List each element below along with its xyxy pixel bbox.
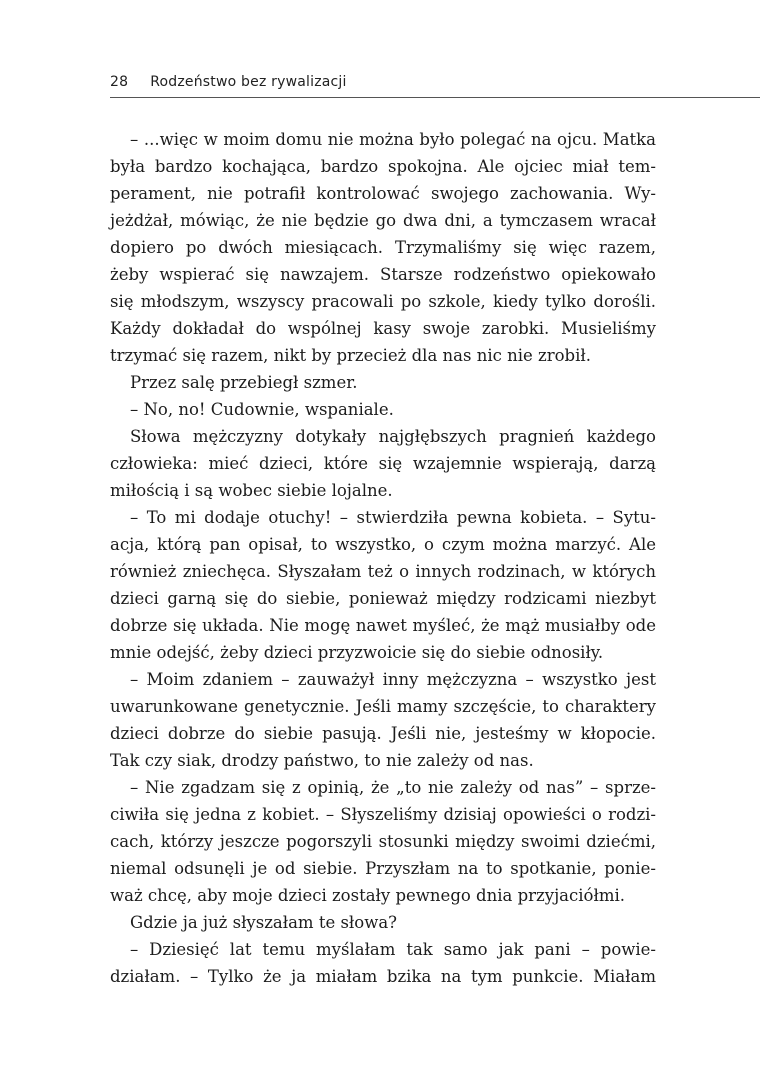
text-line: Każdy dokładał do wspólnej kasy swoje zarobki. Musieliśmy xyxy=(110,319,656,338)
paragraph xyxy=(110,504,656,666)
paragraph xyxy=(110,666,656,774)
text-line: dzieci dobrze do siebie pasują. Jeśli nie, jesteśmy w kłopocie. xyxy=(110,724,656,743)
text-line: człowieka: mieć dzieci, które się wzajemnie wspierają, darzą xyxy=(110,454,656,473)
text-line: dopiero po dwóch miesiącach. Trzymaliśmy się więc razem, xyxy=(110,238,656,257)
text-line: trzymać się razem, nikt by przecież dla nas nic nie zrobił. xyxy=(110,346,591,365)
page-number: 28 xyxy=(110,74,129,90)
paragraph xyxy=(110,936,656,990)
running-title: Rodzeństwo bez rywalizacji xyxy=(150,74,347,90)
text-line: – Dziesięć lat temu myślałam tak samo jak pani – powie- xyxy=(130,940,656,959)
text-line: waż chcę, aby moje dzieci zostały pewnego dnia przyjaciółmi. xyxy=(110,886,625,905)
text-line: mnie odejść, żeby dzieci przyzwoicie się do siebie odnosiły. xyxy=(110,643,604,662)
text-line: jeżdżał, mówiąc, że nie będzie go dwa dni, a tymczasem wracał xyxy=(110,211,656,230)
text-line: – Nie zgadzam się z opinią, że „to nie zależy od nas” – sprze- xyxy=(130,778,656,797)
paragraph xyxy=(110,774,656,909)
text-line: niemal odsunęli je od siebie. Przyszłam na to spotkanie, ponie- xyxy=(110,859,656,878)
paragraph xyxy=(110,423,656,504)
text-line: Tak czy siak, drodzy państwo, to nie zależy od nas. xyxy=(110,751,534,770)
text-line: miłością i są wobec siebie lojalne. xyxy=(110,481,393,500)
text-line: uwarunkowane genetycznie. Jeśli mamy szczęście, to charaktery xyxy=(110,697,656,716)
running-header xyxy=(110,74,347,90)
text-line: – ...więc w moim domu nie można było polegać na ojcu. Matka xyxy=(130,130,656,149)
header-rule xyxy=(110,97,760,98)
text-line: Przez salę przebiegł szmer. xyxy=(130,373,358,392)
text-line: ciwiła się jedna z kobiet. – Słyszeliśmy dzisiaj opowieści o rodzi- xyxy=(110,805,656,824)
paragraph xyxy=(110,909,656,936)
text-line: dzieci garną się do siebie, ponieważ między rodzicami niezbyt xyxy=(110,589,656,608)
paragraph xyxy=(110,126,656,369)
text-line: dobrze się układa. Nie mogę nawet myśleć, że mąż musiałby ode xyxy=(110,616,656,635)
text-line: działam. – Tylko że ja miałam bzika na tym punkcie. Miałam xyxy=(110,967,656,986)
text-line: żeby wspierać się nawzajem. Starsze rodzeństwo opiekowało xyxy=(110,265,656,284)
text-line: była bardzo kochająca, bardzo spokojna. Ale ojciec miał tem- xyxy=(110,157,656,176)
text-line: cach, którzy jeszcze pogorszyli stosunki między swoimi dziećmi, xyxy=(110,832,656,851)
text-line: Słowa mężczyzny dotykały najgłębszych pragnień każdego xyxy=(130,427,656,446)
text-line: acja, którą pan opisał, to wszystko, o czym można marzyć. Ale xyxy=(110,535,656,554)
text-line: – No, no! Cudownie, wspaniale. xyxy=(130,400,394,419)
text-line: – To mi dodaje otuchy! – stwierdziła pewna kobieta. – Sytu- xyxy=(130,508,656,527)
text-line: – Moim zdaniem – zauważył inny mężczyzna – wszystko jest xyxy=(130,670,656,689)
text-line: się młodszym, wszyscy pracowali po szkole, kiedy tylko dorośli. xyxy=(110,292,656,311)
text-line: perament, nie potrafił kontrolować swojego zachowania. Wy- xyxy=(110,184,656,203)
paragraph xyxy=(110,369,656,396)
text-line: również zniechęca. Słyszałam też o innych rodzinach, w których xyxy=(110,562,656,581)
text-line: Gdzie ja już słyszałam te słowa? xyxy=(130,913,398,932)
paragraph xyxy=(110,396,656,423)
body-text xyxy=(110,126,656,990)
